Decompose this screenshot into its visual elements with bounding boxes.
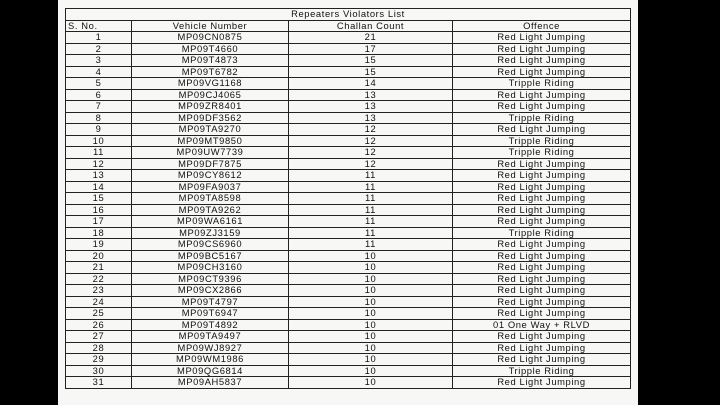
- cell-challan-count: 10: [289, 354, 453, 366]
- cell-offence: Red Light Jumping: [453, 43, 631, 55]
- cell-challan-count: 15: [289, 66, 453, 78]
- cell-vehicle-number: MP09CX2866: [132, 285, 289, 297]
- cell-vehicle-number: MP09WJ8927: [132, 342, 289, 354]
- cell-sno: 18: [66, 227, 132, 239]
- cell-offence: Red Light Jumping: [453, 216, 631, 228]
- cell-challan-count: 11: [289, 181, 453, 193]
- cell-vehicle-number: MP09T4660: [132, 43, 289, 55]
- cell-offence: Red Light Jumping: [453, 239, 631, 251]
- header-challan-count: Challan Count: [289, 20, 453, 32]
- cell-vehicle-number: MP09UW7739: [132, 147, 289, 159]
- cell-challan-count: 11: [289, 170, 453, 182]
- cell-sno: 25: [66, 308, 132, 320]
- table-row: [66, 216, 631, 228]
- cell-challan-count: 10: [289, 250, 453, 262]
- cell-vehicle-number: MP09TA9262: [132, 204, 289, 216]
- cell-challan-count: 12: [289, 135, 453, 147]
- cell-offence: Tripple Riding: [453, 112, 631, 124]
- cell-offence: Red Light Jumping: [453, 262, 631, 274]
- cell-sno: 21: [66, 262, 132, 274]
- cell-offence: Red Light Jumping: [453, 66, 631, 78]
- cell-sno: 5: [66, 78, 132, 90]
- table-row: [66, 32, 631, 44]
- cell-vehicle-number: MP09VG1168: [132, 78, 289, 90]
- table-row: [66, 124, 631, 136]
- cell-vehicle-number: MP09BC5167: [132, 250, 289, 262]
- cell-vehicle-number: MP09TA9497: [132, 331, 289, 343]
- table-row: [66, 308, 631, 320]
- table-row: [66, 342, 631, 354]
- cell-offence: Tripple Riding: [453, 135, 631, 147]
- cell-sno: 11: [66, 147, 132, 159]
- cell-offence: Tripple Riding: [453, 147, 631, 159]
- cell-sno: 23: [66, 285, 132, 297]
- cell-challan-count: 11: [289, 193, 453, 205]
- cell-vehicle-number: MP09AH5837: [132, 377, 289, 389]
- cell-vehicle-number: MP09MT9850: [132, 135, 289, 147]
- cell-challan-count: 14: [289, 78, 453, 90]
- cell-offence: Red Light Jumping: [453, 204, 631, 216]
- cell-vehicle-number: MP09DF7875: [132, 158, 289, 170]
- cell-challan-count: 11: [289, 239, 453, 251]
- cell-challan-count: 10: [289, 285, 453, 297]
- cell-sno: 13: [66, 170, 132, 182]
- cell-offence: Red Light Jumping: [453, 331, 631, 343]
- table-row: [66, 78, 631, 90]
- cell-challan-count: 11: [289, 204, 453, 216]
- cell-sno: 22: [66, 273, 132, 285]
- cell-sno: 10: [66, 135, 132, 147]
- cell-sno: 14: [66, 181, 132, 193]
- cell-challan-count: 10: [289, 377, 453, 389]
- cell-challan-count: 21: [289, 32, 453, 44]
- cell-offence: Red Light Jumping: [453, 308, 631, 320]
- violators-table: [65, 8, 631, 389]
- cell-offence: Tripple Riding: [453, 365, 631, 377]
- cell-sno: 4: [66, 66, 132, 78]
- cell-vehicle-number: MP09WA6161: [132, 216, 289, 228]
- cell-sno: 7: [66, 101, 132, 113]
- cell-challan-count: 13: [289, 101, 453, 113]
- cell-offence: Red Light Jumping: [453, 89, 631, 101]
- cell-challan-count: 10: [289, 365, 453, 377]
- header-sno: S. No.: [66, 20, 132, 32]
- table-row: [66, 354, 631, 366]
- cell-vehicle-number: MP09CS6960: [132, 239, 289, 251]
- cell-challan-count: 10: [289, 296, 453, 308]
- cell-offence: Red Light Jumping: [453, 32, 631, 44]
- cell-sno: 31: [66, 377, 132, 389]
- cell-offence: 01 One Way + RLVD: [453, 319, 631, 331]
- cell-sno: 2: [66, 43, 132, 55]
- cell-vehicle-number: MP09CH3160: [132, 262, 289, 274]
- cell-sno: 19: [66, 239, 132, 251]
- table-row: [66, 135, 631, 147]
- table-row: [66, 239, 631, 251]
- cell-challan-count: 10: [289, 273, 453, 285]
- table-header-row: [66, 20, 631, 32]
- cell-sno: 16: [66, 204, 132, 216]
- cell-challan-count: 11: [289, 216, 453, 228]
- cell-sno: 15: [66, 193, 132, 205]
- cell-challan-count: 12: [289, 147, 453, 159]
- cell-vehicle-number: MP09T6947: [132, 308, 289, 320]
- table-row: [66, 250, 631, 262]
- table-row: [66, 285, 631, 297]
- cell-sno: 17: [66, 216, 132, 228]
- cell-sno: 1: [66, 32, 132, 44]
- table-row: [66, 296, 631, 308]
- table-body: [66, 32, 631, 389]
- table-row: [66, 66, 631, 78]
- table-row: [66, 147, 631, 159]
- cell-vehicle-number: MP09TA8598: [132, 193, 289, 205]
- table-row: [66, 89, 631, 101]
- cell-vehicle-number: MP09QG6814: [132, 365, 289, 377]
- cell-sno: 6: [66, 89, 132, 101]
- table-row: [66, 112, 631, 124]
- cell-challan-count: 13: [289, 112, 453, 124]
- cell-challan-count: 12: [289, 158, 453, 170]
- cell-vehicle-number: MP09DF3562: [132, 112, 289, 124]
- table-title-row: [66, 9, 631, 21]
- cell-challan-count: 10: [289, 262, 453, 274]
- cell-offence: Red Light Jumping: [453, 377, 631, 389]
- header-offence: Offence: [453, 20, 631, 32]
- cell-challan-count: 13: [289, 89, 453, 101]
- cell-offence: Red Light Jumping: [453, 296, 631, 308]
- cell-challan-count: 10: [289, 308, 453, 320]
- table-row: [66, 181, 631, 193]
- cell-sno: 27: [66, 331, 132, 343]
- cell-vehicle-number: MP09ZR8401: [132, 101, 289, 113]
- table-row: [66, 319, 631, 331]
- table-row: [66, 262, 631, 274]
- cell-vehicle-number: MP09CT9396: [132, 273, 289, 285]
- cell-sno: 8: [66, 112, 132, 124]
- cell-offence: Red Light Jumping: [453, 55, 631, 67]
- table-row: [66, 331, 631, 343]
- cell-sno: 20: [66, 250, 132, 262]
- cell-challan-count: 10: [289, 342, 453, 354]
- cell-offence: Red Light Jumping: [453, 273, 631, 285]
- cell-offence: Red Light Jumping: [453, 193, 631, 205]
- cell-sno: 24: [66, 296, 132, 308]
- table-row: [66, 55, 631, 67]
- cell-offence: Red Light Jumping: [453, 250, 631, 262]
- table-row: [66, 227, 631, 239]
- cell-challan-count: 10: [289, 331, 453, 343]
- cell-challan-count: 15: [289, 55, 453, 67]
- cell-vehicle-number: MP09T4797: [132, 296, 289, 308]
- cell-vehicle-number: MP09WM1986: [132, 354, 289, 366]
- cell-offence: Red Light Jumping: [453, 181, 631, 193]
- cell-offence: Red Light Jumping: [453, 342, 631, 354]
- cell-vehicle-number: MP09TA9270: [132, 124, 289, 136]
- table-row: [66, 377, 631, 389]
- cell-sno: 3: [66, 55, 132, 67]
- table-row: [66, 158, 631, 170]
- cell-vehicle-number: MP09T4873: [132, 55, 289, 67]
- table-row: [66, 273, 631, 285]
- table-row: [66, 193, 631, 205]
- cell-offence: Tripple Riding: [453, 78, 631, 90]
- cell-offence: Red Light Jumping: [453, 101, 631, 113]
- cell-sno: 29: [66, 354, 132, 366]
- table-row: [66, 204, 631, 216]
- cell-vehicle-number: MP09T6782: [132, 66, 289, 78]
- cell-sno: 30: [66, 365, 132, 377]
- cell-vehicle-number: MP09CN0875: [132, 32, 289, 44]
- table-row: [66, 365, 631, 377]
- cell-sno: 9: [66, 124, 132, 136]
- cell-offence: Red Light Jumping: [453, 285, 631, 297]
- table-row: [66, 101, 631, 113]
- cell-challan-count: 17: [289, 43, 453, 55]
- cell-vehicle-number: MP09CY8612: [132, 170, 289, 182]
- cell-challan-count: 12: [289, 124, 453, 136]
- cell-vehicle-number: MP09T4892: [132, 319, 289, 331]
- cell-offence: Red Light Jumping: [453, 170, 631, 182]
- cell-sno: 12: [66, 158, 132, 170]
- cell-sno: 26: [66, 319, 132, 331]
- cell-vehicle-number: MP09FA9037: [132, 181, 289, 193]
- cell-challan-count: 10: [289, 319, 453, 331]
- cell-vehicle-number: MP09ZJ3159: [132, 227, 289, 239]
- document-page: [58, 0, 638, 405]
- cell-challan-count: 11: [289, 227, 453, 239]
- cell-vehicle-number: MP09CJ4065: [132, 89, 289, 101]
- cell-offence: Red Light Jumping: [453, 158, 631, 170]
- cell-offence: Red Light Jumping: [453, 354, 631, 366]
- cell-offence: Red Light Jumping: [453, 124, 631, 136]
- table-row: [66, 170, 631, 182]
- cell-offence: Tripple Riding: [453, 227, 631, 239]
- table-title: Repeaters Violators List: [66, 9, 631, 21]
- cell-sno: 28: [66, 342, 132, 354]
- table-row: [66, 43, 631, 55]
- header-vehicle-number: Vehicle Number: [132, 20, 289, 32]
